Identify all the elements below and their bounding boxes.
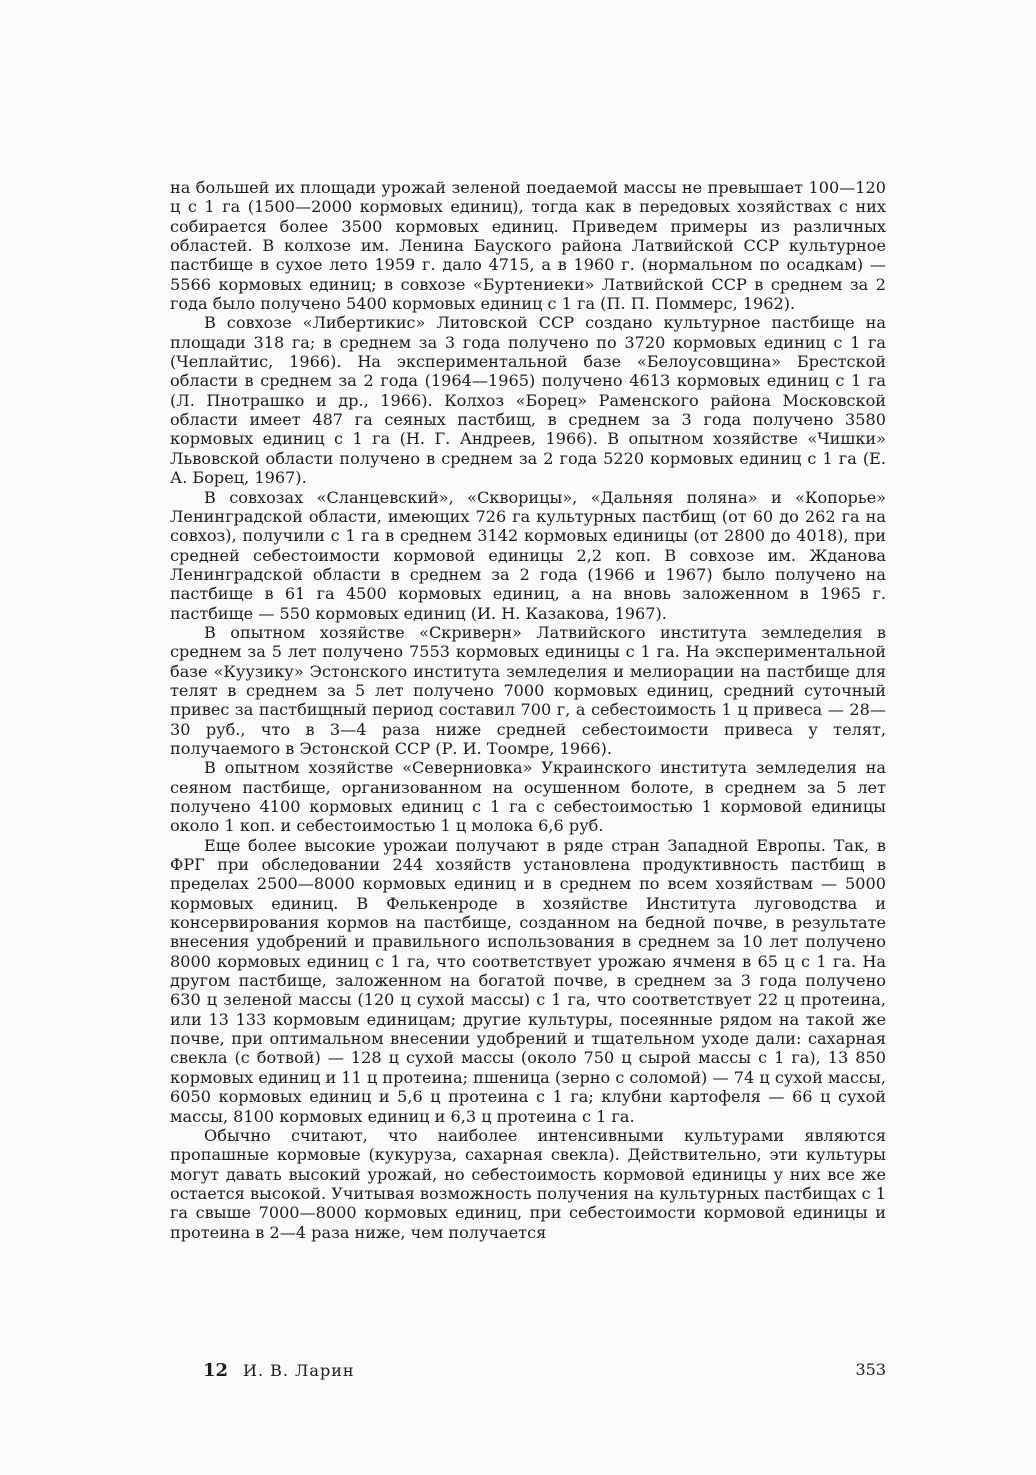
body-text bbox=[170, 178, 886, 1242]
paragraph-leningrad-sovkhozes: В совхозах «Сланцевский», «Скворицы», «Дальняя поляна» и «Копорье» Ленинградской области, имеющих 726 га культурных пастбищ (от 60 до 262 га на совхоз), получили с 1 га в среднем 3142 кормовых единицы (от 2800 до 4018), при средней себестоимости кормовой единицы 2,2 коп. В совхозе им. Жданова Ленинградской области в среднем за 2 года (1966 и 1967) было получено на пастбище в 61 га 4500 кормовых единиц, а на вновь заложенном в 1965 г. пастбище — 550 кормовых единиц (И. Н. Казакова, 1967). bbox=[170, 487, 886, 623]
page-number: 353 bbox=[855, 1360, 886, 1379]
paragraph-continuation: на большей их площади урожай зеленой поедаемой массы не превышает 100—120 ц с 1 га (1500—2000 кормовых единиц), тогда как в передовых хозяйствах с них собирается более 3500 кормовых единиц. Приведем примеры из различных областей. В колхозе им. Ленина Бауского района Латвийской ССР культурное пастбище в сухое лето 1959 г. дало 4715, а в 1960 г. (нормальном по осадкам) — 5566 кормовых единиц; в совхозе «Буртениеки» Латвийской ССР в среднем за 2 года было получено 5400 кормовых единиц с 1 га (П. П. Поммерс, 1962). bbox=[170, 178, 886, 314]
paragraph-severinovka: В опытном хозяйстве «Северниовка» Украинского института земледелия на сеяном пастбище, организованном на осушенном болоте, в среднем за 5 лет получено 4100 кормовых единиц с 1 га с себестоимостью 1 кормовой единицы около 1 коп. и себестоимостью 1 ц молока 6,6 руб. bbox=[170, 758, 886, 836]
signature-author: И. В. Ларин bbox=[243, 1361, 355, 1380]
paragraph-skriverі: В опытном хозяйстве «Скриверн» Латвийского института земледелия в среднем за 5 лет получено 7553 кормовых единицы с 1 га. На экспериментальной базе «Куузику» Эстонского института земледелия и мелиорации на пастбище для телят в среднем за 5 лет получено 7000 кормовых единиц, средний суточный привес за пастбищный период составил 700 г, а себестоимость 1 ц привеса — 28—30 руб., что в 3—4 раза ниже средней себестоимости привеса у телят, получаемого в Эстонской ССР (Р. И. Тоомре, 1966). bbox=[170, 622, 886, 758]
paragraph-western-europe: Еще более высокие урожаи получают в ряде стран Западной Европы. Так, в ФРГ при обследовании 244 хозяйств установлена продуктивность пастбищ в пределах 2500—8000 кормовых единиц и в среднем по всем хозяйствам — 5000 кормовых единиц. В Фелькенроде в хозяйстве Института луговодства и консервирования кормов на пастбище, созданном на бедной почве, в результате внесения удобрений и правильного использования в среднем за 10 лет получено 8000 кормовых единиц с 1 га, что соответствует урожаю ячменя в 65 ц с 1 га. На другом пастбище, заложенном на богатой почве, в среднем за 3 года получено 630 ц зеленой массы (120 ц сухой массы) с 1 га, что соответствует 22 ц протеина, или 13 133 кормовым единицам; другие культуры, посеянные рядом на такой же почве, при оптимальном внесении удобрений и тщательном уходе дали: сахарная свекла (с ботвой) — 128 ц сухой массы (около 750 ц сырой массы с 1 га), 13 850 кормовых единиц и 11 ц протеина; пшеница (зерно с соломой) — 74 ц сухой массы, 6050 кормовых единиц и 5,6 ц протеина с 1 га; клубни картофеля — 66 ц сухой массы, 8100 кормовых единиц и 6,3 ц протеина с 1 га. bbox=[170, 835, 886, 1126]
page-footer bbox=[203, 1360, 886, 1384]
signature-number: 12 bbox=[203, 1360, 229, 1381]
paragraph-row-crops: Обычно считают, что наиболее интенсивными культурами являются пропашные кормовые (кукуруза, сахарная свекла). Действительно, эти культуры могут давать высокий урожай, но себестоимость кормовой единицы у них все же остается высокой. Учитывая возможность получения на культурных пастбищах с 1 га свыше 7000—8000 кормовых единиц, при себестоимости кормовой единицы и протеина в 2—4 раза ниже, чем получается bbox=[170, 1125, 886, 1242]
paragraph-libertikis: В совхозе «Либертикис» Литовской ССР создано культурное пастбище на площади 318 га; в среднем за 3 года получено по 3720 кормовых единиц с 1 га (Чеплайтис, 1966). На экспериментальной базе «Белоусовщина» Брестской области в среднем за 2 года (1964—1965) получено 4613 кормовых единиц с 1 га (Л. Пнотрашко и др., 1966). Колхоз «Борец» Раменского района Московской области имеет 487 га сеяных пастбищ, в среднем за 3 года получено 3580 кормовых единиц с 1 га (Н. Г. Андреев, 1966). В опытном хозяйстве «Чишки» Львовской области получено в среднем за 2 года 5220 кормовых единиц с 1 га (Е. А. Борец, 1967). bbox=[170, 313, 886, 488]
